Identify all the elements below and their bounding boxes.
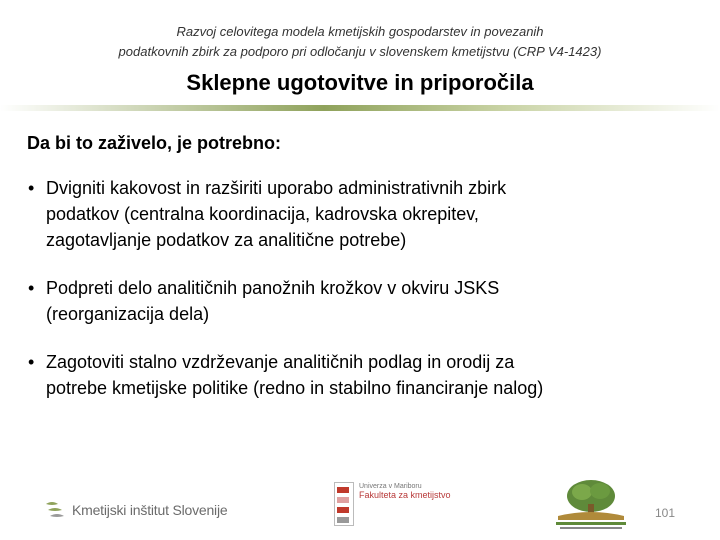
faculty-logo-line-1: Univerza v Mariboru bbox=[359, 483, 422, 490]
bullet-dot: • bbox=[28, 352, 35, 372]
bullet-1-line-2: podatkov (centralna koordinacija, kadrovska okrepitev, bbox=[46, 204, 479, 224]
page-number: 101 bbox=[655, 506, 676, 520]
bullet-item-3 bbox=[28, 349, 698, 401]
header-subtitle bbox=[60, 22, 660, 62]
kis-logo-icon bbox=[44, 500, 66, 520]
title-underline bbox=[0, 105, 720, 111]
bullet-2-line-2: (reorganizacija dela) bbox=[46, 304, 210, 324]
tree-logo-icon bbox=[548, 478, 634, 532]
bullet-item-1 bbox=[28, 175, 698, 253]
kis-logo bbox=[44, 500, 227, 520]
kis-logo-text: Kmetijski inštitut Slovenije bbox=[72, 502, 228, 518]
faculty-logo bbox=[334, 482, 451, 526]
bullet-dot: • bbox=[28, 178, 35, 198]
bullet-dot: • bbox=[28, 278, 35, 298]
tree-logo bbox=[548, 478, 634, 537]
intro-text: Da bi to zaživelo, je potrebno: bbox=[27, 133, 282, 153]
faculty-logo-icon bbox=[334, 482, 354, 526]
bullet-3-line-2: potrebe kmetijske politike (redno in stabilno financiranje nalog) bbox=[46, 378, 544, 398]
bullet-list bbox=[28, 175, 698, 423]
bullet-item-2 bbox=[28, 275, 698, 327]
bullet-1-line-3: zagotavljanje podatkov za analitične potrebe) bbox=[46, 230, 407, 250]
bullet-1-line-1: Dvigniti kakovost in razširiti uporabo administrativnih zbirk bbox=[46, 178, 507, 198]
slide-title: Sklepne ugotovitve in priporočila bbox=[186, 70, 534, 95]
bullet-2-line-1: Podpreti delo analitičnih panožnih krožkov v okviru JSKS bbox=[46, 278, 500, 298]
bullet-3-line-1: Zagotoviti stalno vzdrževanje analitičnih podlag in orodij za bbox=[46, 352, 515, 372]
faculty-logo-line-2: Fakulteta za kmetijstvo bbox=[359, 490, 451, 500]
header-subtitle-line-1: Razvoj celovitega modela kmetijskih gospodarstev in povezanih bbox=[176, 24, 544, 39]
header-subtitle-line-2: podatkovnih zbirk za podporo pri odločanju v slovenskem kmetijstvu (CRP V4-1423) bbox=[118, 44, 602, 59]
